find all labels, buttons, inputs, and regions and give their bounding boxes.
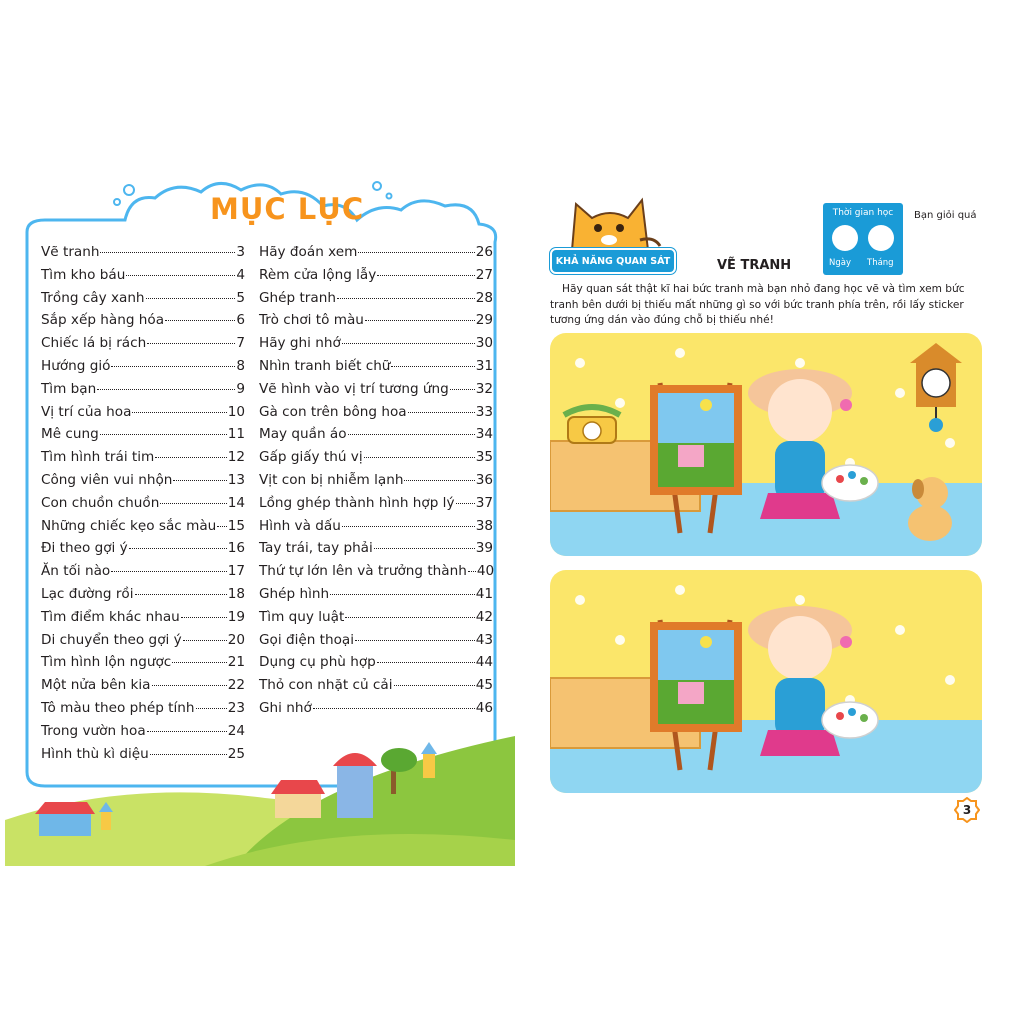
toc-leader-dots — [217, 526, 226, 527]
toc-item — [259, 358, 493, 381]
page-number — [954, 797, 980, 823]
toc-leader-dots — [100, 252, 235, 253]
toc-item-page: 36 — [475, 471, 493, 488]
toc-item-name: Gà con trên bông hoa — [259, 403, 407, 420]
toc-leader-dots — [111, 571, 226, 572]
toc-leader-dots — [150, 754, 227, 755]
toc-item — [259, 563, 493, 586]
toc-item-page: 35 — [475, 449, 493, 466]
toc-item-name: Sắp xếp hàng hóa — [41, 312, 165, 329]
toc-title: MỤC LỤC — [210, 192, 365, 226]
toc-leader-dots — [374, 548, 475, 549]
toc-leader-dots — [348, 434, 475, 435]
cat-mascot-icon — [562, 190, 662, 252]
toc-item-name: Hình và dấu — [259, 517, 341, 534]
toc-item — [41, 518, 245, 541]
toc-item — [41, 244, 245, 267]
toc-item-page: 4 — [236, 266, 245, 283]
toc-item-page: 41 — [475, 585, 493, 602]
scene-top — [550, 333, 982, 556]
toc-leader-dots — [358, 252, 474, 253]
toc-item — [41, 700, 245, 723]
toc-item-page: 12 — [227, 449, 245, 466]
toc-item-name: Một nửa bên kia — [41, 677, 151, 694]
toc-leader-dots — [147, 731, 227, 732]
toc-item-name: Vẽ tranh — [41, 244, 100, 260]
month-circle — [868, 225, 894, 251]
house-icon — [35, 802, 95, 836]
toc-item — [41, 381, 245, 404]
study-time-label: Thời gian học — [832, 208, 894, 218]
toc-item-name: Ghi nhớ — [259, 699, 312, 716]
toc-item-page: 45 — [475, 677, 493, 694]
section-badge: KHẢ NĂNG QUAN SÁT — [550, 248, 676, 274]
toc-item — [259, 677, 493, 700]
toc-item — [259, 290, 493, 313]
toc-leader-dots — [342, 526, 475, 527]
toc-item — [259, 654, 493, 677]
toc-leader-dots — [129, 548, 227, 549]
toc-item-name: Tô màu theo phép tính — [41, 699, 195, 716]
toc-item-name: Thứ tự lớn lên và trưởng thành — [259, 563, 467, 580]
toc-leader-dots — [377, 662, 475, 663]
toc-item-page: 34 — [475, 426, 493, 443]
toc-item-page: 31 — [475, 357, 493, 374]
toc-item-name: Hãy ghi nhớ — [259, 335, 341, 352]
house-icon — [333, 753, 377, 818]
toc-item — [259, 312, 493, 335]
toc-item-page: 22 — [227, 677, 245, 694]
toc-item-page: 7 — [236, 335, 245, 352]
toc-leader-dots — [135, 594, 227, 595]
toc-leader-dots — [155, 457, 226, 458]
toc-item — [41, 654, 245, 677]
toc-item-name: Vịt con bị nhiễm lạnh — [259, 471, 404, 488]
toc-item-page: 44 — [475, 654, 493, 671]
toc-item — [41, 586, 245, 609]
toc-item-page: 27 — [475, 266, 493, 283]
toc-item-page: 15 — [227, 517, 245, 534]
toc-leader-dots — [355, 640, 475, 641]
toc-leader-dots — [147, 343, 235, 344]
toc-leader-dots — [377, 275, 474, 276]
toc-item-name: Trong vườn hoa — [41, 722, 146, 739]
toc-item-page: 14 — [227, 494, 245, 511]
toc-leader-dots — [146, 298, 236, 299]
toc-leader-dots — [394, 685, 475, 686]
toc-item-name: Ghép tranh — [259, 289, 336, 306]
toc-leader-dots — [404, 480, 474, 481]
toc-item-page: 33 — [475, 403, 493, 420]
toc-page — [5, 180, 515, 866]
toc-item-name: Tìm quy luật — [259, 608, 345, 625]
toc-item-name: Tìm hình lộn ngược — [41, 654, 172, 671]
toc-item — [41, 267, 245, 290]
toc-item-page: 46 — [475, 699, 493, 716]
month-label: Tháng — [867, 258, 894, 268]
toc-leader-dots — [364, 457, 475, 458]
toc-item-page: 19 — [227, 608, 245, 625]
toc-leader-dots — [183, 640, 227, 641]
toc-item-page: 37 — [475, 494, 493, 511]
toc-item — [41, 495, 245, 518]
page-heading: VẼ TRANH — [717, 258, 792, 273]
toc-item-name: Con chuồn chuồn — [41, 494, 160, 511]
toc-item — [259, 586, 493, 609]
toc-leader-dots — [111, 366, 235, 367]
toc-item-page: 39 — [475, 540, 493, 557]
toc-item-page: 32 — [475, 380, 493, 397]
scene-bottom — [550, 570, 982, 793]
toc-item-name: Lạc đường rồi — [41, 585, 134, 602]
toc-leader-dots — [132, 412, 226, 413]
toc-leader-dots — [100, 434, 227, 435]
toc-item — [41, 404, 245, 427]
toc-item-page: 17 — [227, 563, 245, 580]
toc-item-page: 24 — [227, 722, 245, 739]
toc-item-name: Gọi điện thoại — [259, 631, 355, 648]
toc-item — [259, 518, 493, 541]
toc-item-page: 38 — [475, 517, 493, 534]
toc-item — [259, 540, 493, 563]
instructions: Hãy quan sát thật kĩ hai bức tranh mà bạn nhỏ đang học vẽ và tìm xem bức tranh bên dưới bị thiếu mất những gì so với bức tranh phía trên, rồi lấy sticker tương ứng dán vào đúng chỗ bị thiếu nhé! — [550, 283, 965, 326]
toc-item — [259, 700, 493, 723]
toc-item-page: 30 — [475, 335, 493, 352]
toc-item-name: Hướng gió — [41, 357, 111, 374]
toc-item-name: Đi theo gợi ý — [41, 540, 128, 557]
toc-leader-dots — [365, 320, 475, 321]
toc-item — [41, 290, 245, 313]
toc-column-1 — [41, 244, 245, 768]
toc-item — [259, 381, 493, 404]
toc-item-page: 9 — [236, 380, 245, 397]
toc-item-page: 3 — [236, 244, 245, 260]
toc-item-name: Ăn tối nào — [41, 563, 111, 580]
toc-item-name: Tìm hình trái tim — [41, 449, 155, 466]
toc-leader-dots — [97, 389, 235, 390]
toc-item-name: Nhìn tranh biết chữ — [259, 357, 391, 374]
toc-item-name: Rèm cửa lộng lẫy — [259, 266, 377, 283]
toc-item — [41, 677, 245, 700]
toc-column-2 — [259, 244, 493, 723]
toc-item-name: Tìm kho báu — [41, 266, 126, 283]
toc-item-page: 23 — [227, 699, 245, 716]
toc-item — [41, 746, 245, 769]
house-icon — [271, 780, 325, 818]
toc-item-name: Thỏ con nhặt củ cải — [259, 677, 393, 694]
toc-item — [41, 426, 245, 449]
toc-leader-dots — [172, 662, 226, 663]
toc-item-name: Di chuyển theo gợi ý — [41, 631, 182, 648]
toc-item — [259, 472, 493, 495]
toc-item-page: 18 — [227, 585, 245, 602]
day-label: Ngày — [829, 258, 851, 268]
toc-leader-dots — [408, 412, 475, 413]
toc-leader-dots — [391, 366, 474, 367]
toc-item — [41, 358, 245, 381]
toc-item-page: 10 — [227, 403, 245, 420]
palette-icon — [822, 702, 878, 738]
toc-item — [259, 495, 493, 518]
toc-leader-dots — [342, 343, 475, 344]
toc-leader-dots — [196, 708, 227, 709]
toc-item-name: Lồng ghép thành hình hợp lý — [259, 494, 455, 511]
toc-item-page: 25 — [227, 745, 245, 762]
toc-item — [41, 563, 245, 586]
day-circle — [832, 225, 858, 251]
toc-item-page: 26 — [475, 244, 493, 260]
toc-item-name: Trồng cây xanh — [41, 289, 145, 306]
toc-item-name: Trò chơi tô màu — [259, 312, 364, 329]
toc-item — [41, 449, 245, 472]
toc-item — [259, 267, 493, 290]
toc-item-page: 13 — [227, 471, 245, 488]
page-number-text: 3 — [962, 803, 972, 817]
toc-item — [259, 244, 493, 267]
toc-item-page: 5 — [236, 289, 245, 306]
toc-item-name: Dụng cụ phù hợp — [259, 654, 376, 671]
toc-item-name: Ghép hình — [259, 585, 330, 602]
toc-item-name: Chiếc lá bị rách — [41, 335, 147, 352]
toc-leader-dots — [345, 617, 474, 618]
toc-item-page: 6 — [236, 312, 245, 329]
toc-item — [41, 609, 245, 632]
toc-leader-dots — [313, 708, 475, 709]
toc-leader-dots — [181, 617, 227, 618]
toc-item-name: Gấp giấy thú vị — [259, 449, 363, 466]
toc-item-name: Vẽ hình vào vị trí tương ứng — [259, 380, 449, 397]
toc-leader-dots — [160, 503, 226, 504]
toc-leader-dots — [450, 389, 475, 390]
study-time-box — [823, 203, 903, 275]
toc-item — [41, 632, 245, 655]
toc-item-name: Mê cung — [41, 426, 99, 443]
toc-leader-dots — [126, 275, 235, 276]
toc-item-page: 8 — [236, 357, 245, 374]
toc-leader-dots — [468, 571, 476, 572]
toc-item-page: 29 — [475, 312, 493, 329]
palette-icon — [822, 465, 878, 501]
toc-item — [259, 609, 493, 632]
toc-item-page: 43 — [475, 631, 493, 648]
toc-leader-dots — [173, 480, 226, 481]
toc-item — [259, 632, 493, 655]
toc-item-name: Vị trí của hoa — [41, 403, 132, 420]
toc-item-name: Công viên vui nhộn — [41, 471, 173, 488]
toc-leader-dots — [337, 298, 475, 299]
toc-item-name: Những chiếc kẹo sắc màu — [41, 517, 217, 534]
toc-item-page: 42 — [475, 608, 493, 625]
toc-item-name: Tìm bạn — [41, 380, 97, 397]
toc-leader-dots — [330, 594, 475, 595]
toc-item — [259, 449, 493, 472]
toc-item-name: Tay trái, tay phải — [259, 540, 373, 557]
toc-item — [259, 426, 493, 449]
toc-leader-dots — [165, 320, 235, 321]
toc-item — [41, 472, 245, 495]
toc-item — [41, 312, 245, 335]
toc-item-page: 21 — [227, 654, 245, 671]
toc-item — [259, 404, 493, 427]
toc-item-name: Hãy đoán xem — [259, 244, 358, 260]
toc-item — [41, 540, 245, 563]
toc-leader-dots — [456, 503, 475, 504]
toc-item-page: 28 — [475, 289, 493, 306]
toc-item — [259, 335, 493, 358]
toc-item-page: 20 — [227, 631, 245, 648]
toc-item — [41, 723, 245, 746]
toc-item-page: 16 — [227, 540, 245, 557]
toc-item-name: May quần áo — [259, 426, 347, 443]
toc-item-name: Hình thù kì diệu — [41, 745, 149, 762]
praise-text: Bạn giỏi quá — [914, 210, 977, 221]
toc-item-page: 40 — [476, 563, 495, 580]
toc-item — [41, 335, 245, 358]
toc-item-name: Tìm điểm khác nhau — [41, 608, 180, 625]
activity-page — [540, 190, 1000, 840]
toc-leader-dots — [152, 685, 227, 686]
toc-item-page: 11 — [227, 426, 245, 443]
